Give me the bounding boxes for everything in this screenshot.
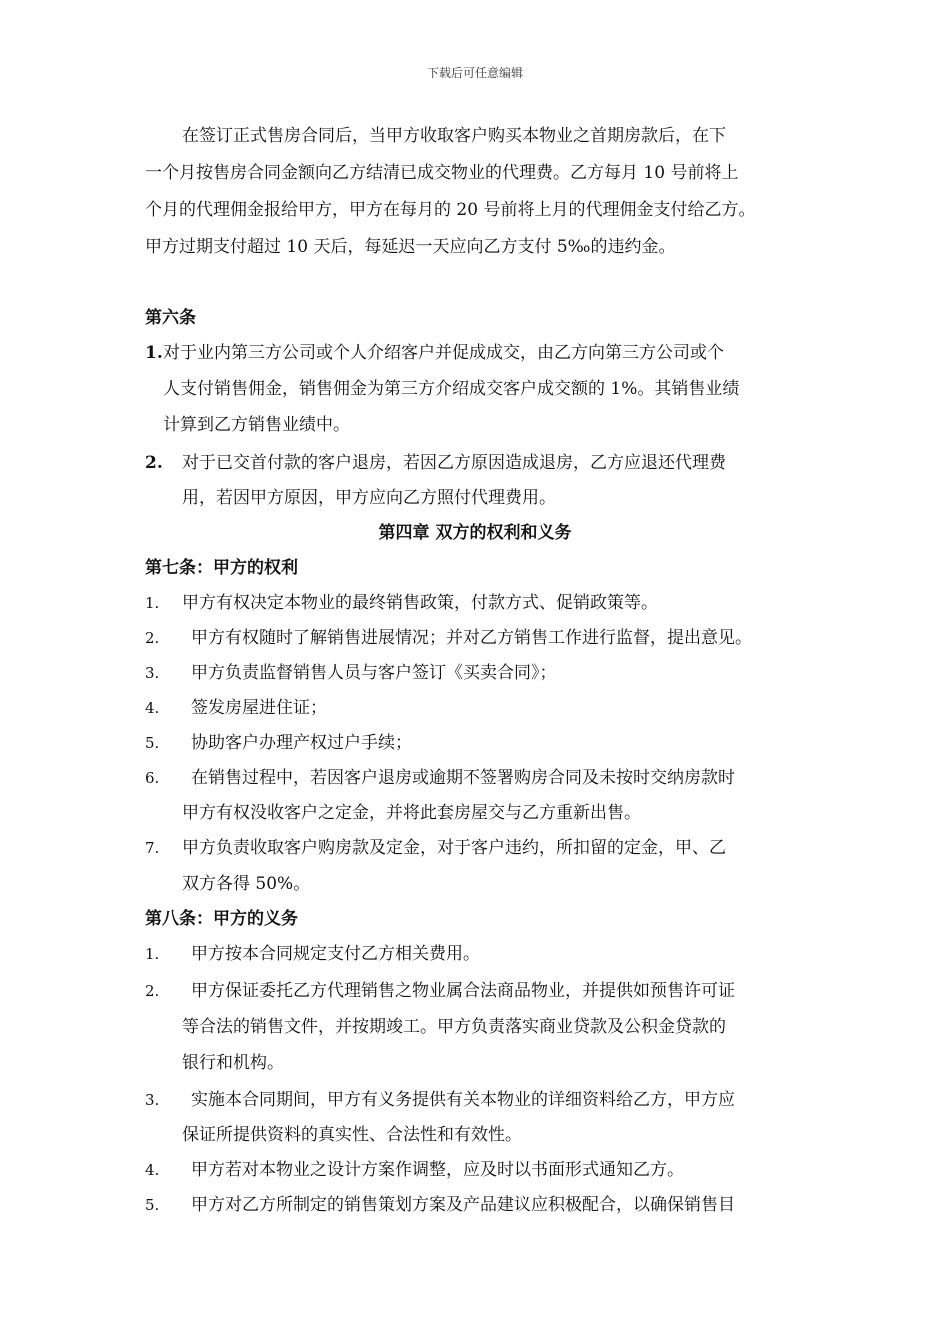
item-number: 3. [145, 664, 160, 682]
item-line: 等合法的销售文件，并按期竣工。甲方负责落实商业贷款及公积金贷款的 [182, 1017, 726, 1037]
item-line: 实施本合同期间，甲方有义务提供有关本物业的详细资料给乙方，甲方应 [191, 1090, 735, 1110]
item-line: 甲方负责监督销售人员与客户签订《买卖合同》； [191, 663, 557, 683]
item-line: 保证所提供资料的真实性、合法性和有效性。 [182, 1125, 522, 1145]
item-number: 6. [145, 769, 160, 787]
item-line: 双方各得 50%。 [182, 874, 311, 894]
item-line: 甲方负责收取客户购房款及定金，对于客户违约，所扣留的定金，甲、乙 [182, 838, 726, 858]
item-number: 7. [145, 839, 160, 857]
item-line: 甲方有权随时了解销售进展情况；并对乙方销售工作进行监督，提出意见。 [191, 628, 752, 648]
page-header: 下载后可任意编辑 [426, 66, 523, 80]
article-7-title: 第七条：甲方的权利 [145, 558, 298, 578]
item-number: 1. [145, 945, 160, 963]
item-line: 在销售过程中，若因客户退房或逾期不签署购房合同及未按时交纳房款时 [191, 768, 735, 788]
item-number: 5. [145, 1196, 160, 1214]
chapter-heading: 第四章 双方的权利和义务 [378, 523, 572, 543]
item-line: 对于已交首付款的客户退房，若因乙方原因造成退房，乙方应退还代理费 [182, 453, 726, 473]
item-number: 1. [145, 343, 163, 363]
item-number: 2. [145, 453, 163, 473]
paragraph-line: 在签订正式售房合同后，当甲方收取客户购买本物业之首期房款后，在下 [182, 126, 726, 146]
article-6-title: 第六条 [145, 308, 196, 328]
item-line: 用，若因甲方原因，甲方应向乙方照付代理费用。 [182, 488, 556, 508]
item-number: 1. [145, 594, 160, 612]
item-number: 2. [145, 629, 160, 647]
paragraph-line: 甲方过期支付超过 10 天后，每延迟一天应向乙方支付 5‰的违约金。 [145, 237, 676, 257]
item-line: 人支付销售佣金，销售佣金为第三方介绍成交客户成交额的 1%。其销售业绩 [163, 379, 740, 399]
item-line: 甲方有权决定本物业的最终销售政策，付款方式、促销政策等。 [182, 593, 658, 613]
paragraph-line: 一个月按售房合同金额向乙方结清已成交物业的代理费。乙方每月 10 号前将上 [145, 163, 739, 183]
item-line: 甲方对乙方所制定的销售策划方案及产品建议应积极配合，以确保销售目 [191, 1195, 735, 1215]
item-number: 3. [145, 1091, 160, 1109]
item-number: 2. [145, 982, 160, 1000]
item-number: 5. [145, 734, 160, 752]
item-line: 对于业内第三方公司或个人介绍客户并促成成交，由乙方向第三方公司或个 [163, 343, 724, 363]
item-number: 4. [145, 1161, 160, 1179]
item-line: 甲方若对本物业之设计方案作调整，应及时以书面形式通知乙方。 [191, 1160, 684, 1180]
item-number: 4. [145, 699, 160, 717]
article-8-title: 第八条：甲方的义务 [145, 909, 298, 929]
item-line: 银行和机构。 [182, 1053, 284, 1073]
item-line: 甲方按本合同规定支付乙方相关费用。 [191, 944, 480, 964]
item-line: 签发房屋进住证； [191, 698, 327, 718]
paragraph-line: 个月的代理佣金报给甲方，甲方在每月的 20 号前将上月的代理佣金支付给乙方。 [145, 200, 756, 220]
item-line: 甲方保证委托乙方代理销售之物业属合法商品物业，并提供如预售许可证 [191, 981, 735, 1001]
item-line: 计算到乙方销售业绩中。 [163, 415, 350, 435]
item-line: 协助客户办理产权过户手续； [191, 733, 412, 753]
item-line: 甲方有权没收客户之定金，并将此套房屋交与乙方重新出售。 [182, 803, 641, 823]
